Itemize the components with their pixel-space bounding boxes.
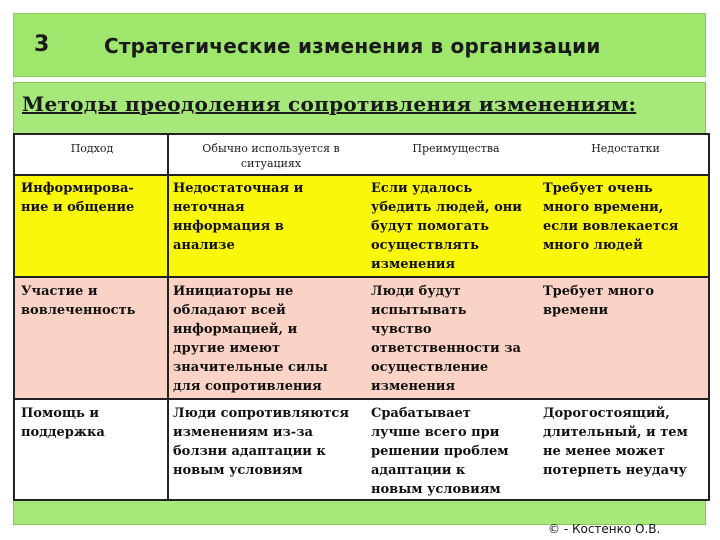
table-cell-drawbacks-2: Требует много времени — [543, 284, 654, 318]
copyright-text: © - Костенко О.В. — [548, 522, 661, 536]
table-cell-approach-2: Участие и вовлеченность — [21, 284, 136, 318]
table-divider — [15, 276, 708, 278]
table-divider — [15, 174, 708, 176]
table-divider — [167, 135, 169, 499]
slide-header — [13, 13, 706, 77]
header-advantages: Преимущества — [412, 142, 500, 155]
table-cell-situations-2: Инициаторы не обладают всей информацией, и другие имеют значительные силы для сопротивления — [173, 284, 328, 394]
table-cell-situations-3: Люди сопротивляются изменениям из-за болзни адаптации к новым условиям — [173, 406, 349, 478]
table-cell-situations-1: Недостаточная и неточная информация в анализе — [173, 181, 304, 253]
header-drawbacks: Недостатки — [591, 142, 660, 155]
header-approach: Подход — [70, 142, 114, 155]
table-cell-advantages-3: Срабатывает лучше всего при решении проблем адаптации к новым условиям — [371, 406, 509, 497]
table-cell-advantages-1: Если удалось убедить людей, они будут помогать осуществлять изменения — [371, 181, 522, 272]
table-cell-approach-1: Информирова- ние и общение — [21, 181, 135, 215]
table-cell-drawbacks-3: Дорогостоящий, длительный, и тем не менее может потерпеть неудачу — [543, 406, 688, 478]
methods-table — [13, 133, 710, 501]
slide-title: Стратегические изменения в организации — [104, 34, 601, 58]
section-subtitle: Методы преодоления сопротивления изменениям: — [22, 92, 637, 116]
slide-number: 3 — [34, 32, 50, 57]
table-cell-approach-3: Помощь и поддержка — [21, 406, 105, 440]
table-divider — [15, 398, 708, 400]
table-cell-drawbacks-1: Требует очень много времени, если вовлекается много людей — [543, 181, 679, 253]
table-cell-advantages-2: Люди будут испытывать чувство ответственности за осуществление изменения — [371, 284, 521, 394]
header-situations: Обычно используется в ситуациях — [202, 142, 340, 170]
